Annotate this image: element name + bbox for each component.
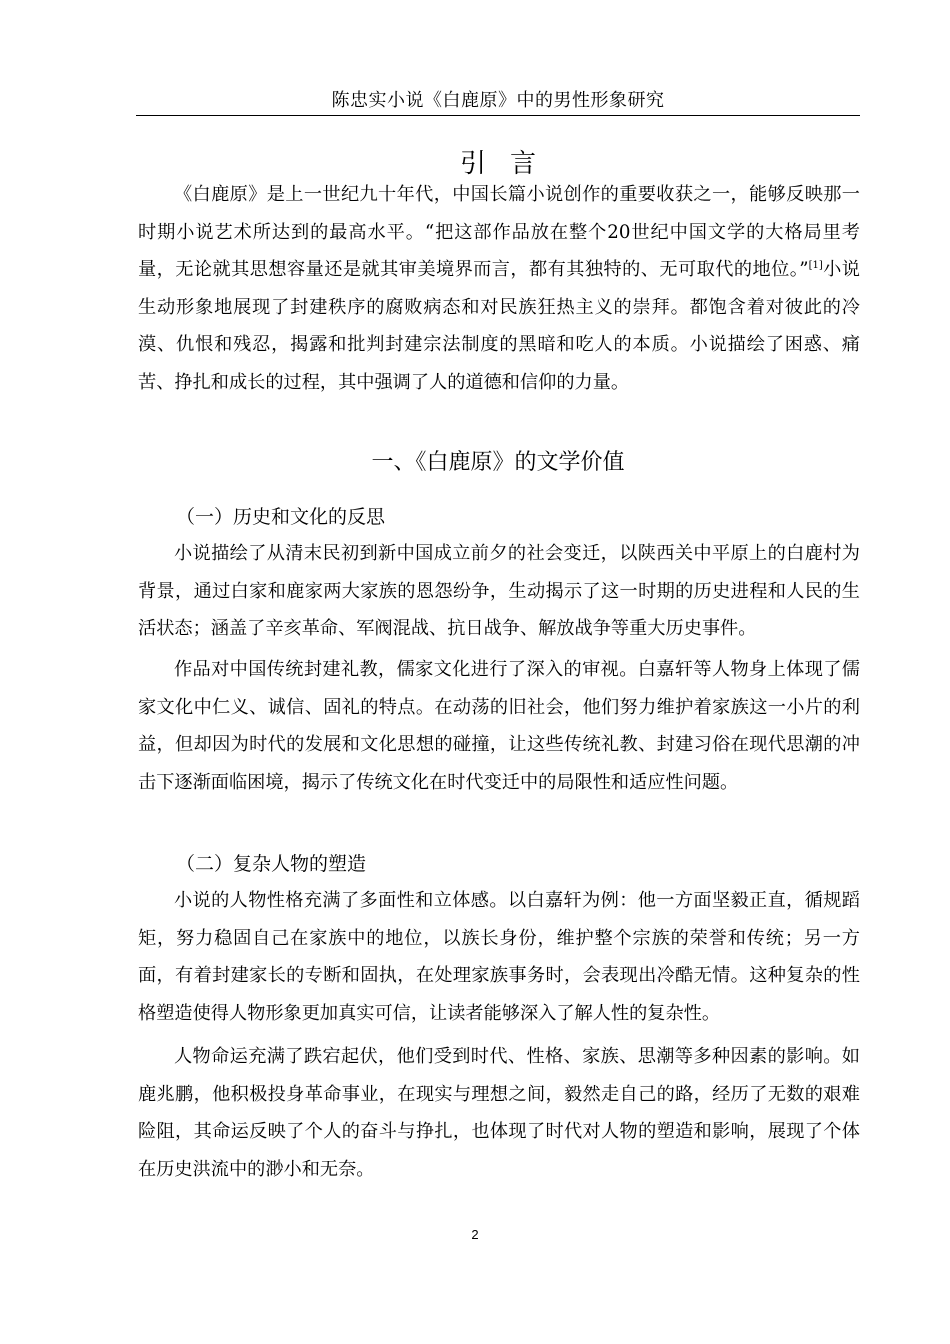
- citation-marker: [1]: [808, 260, 823, 272]
- paragraph-history-1: 小说描绘了从清末民初到新中国成立前夕的社会变迁，以陕西关中平原上的白鹿村为背景，通过白家和鹿家两大家族的恩怨纷争，生动揭示了这一时期的历史进程和人民的生活状态；涵盖了辛亥革命、军阀混战、抗日战争、解放战争等重大历史事件。: [138, 543, 860, 640]
- subsection-heading-characters: （二）复杂人物的塑造: [176, 853, 367, 875]
- running-header: 陈忠实小说《白鹿原》中的男性形象研究: [331, 90, 665, 111]
- paragraph-characters-2: 人物命运充满了跌宕起伏，他们受到时代、性格、家族、思潮等多种因素的影响。如鹿兆鹏，他积极投身革命事业，在现实与理想之间，毅然走自己的路，经历了无数的艰难险阻，其命运反映了个人的奋斗与挣扎，也体现了时代对人物的塑造和影响，展现了个体在历史洪流中的渺小和无奈。: [138, 1046, 860, 1180]
- paragraph-characters-1: 小说的人物性格充满了多面性和立体感。以白嘉轩为例：他一方面坚毅正直，循规蹈矩，努力稳固自己在家族中的地位，以族长身份，维护整个宗族的荣誉和传统；另一方面，有着封建家长的专断和固执，在处理家族事务时，会表现出冷酷无情。这种复杂的性格塑造使得人物形象更加真实可信，让读者能够深入了解人性的复杂性。: [138, 890, 860, 1024]
- intro-text-after-citation: 小说生动形象地展现了封建秩序的腐败病态和对民族狂热主义的崇拜。都饱含着对彼此的冷漠、仇恨和残忍，揭露和批判封建宗法制度的黑暗和吃人的本质。小说描绘了困惑、痛苦、挣扎和成长的过程，其中强调了人的道德和信仰的力量。: [138, 259, 860, 393]
- intro-title: 引言: [459, 149, 560, 179]
- page-number: 2: [471, 1227, 479, 1242]
- intro-text-before-citation: 《白鹿原》是上一世纪九十年代，中国长篇小说创作的重要收获之一，能够反映那一时期小说艺术所达到的最高水平。“把这部作品放在整个20世纪中国文学的大格局里考量，无论就其思想容量还是就其审美境界而言，都有其独特的、无可取代的地位。”: [138, 184, 860, 281]
- header-rule: [136, 115, 860, 116]
- intro-paragraph: [138, 176, 860, 402]
- paragraph-history-2: 作品对中国传统封建礼教，儒家文化进行了深入的审视。白嘉轩等人物身上体现了儒家文化中仁义、诚信、固礼的特点。在动荡的旧社会，他们努力维护着家族这一小片的利益，但却因为时代的发展和文化思想的碰撞，让这些传统礼教、封建习俗在现代思潮的冲击下逐渐面临困境，揭示了传统文化在时代变迁中的局限性和适应性问题。: [138, 659, 860, 793]
- section-heading: 一、《白鹿原》的文学价值: [371, 450, 625, 475]
- subsection-heading-history: （一）历史和文化的反思: [176, 506, 386, 528]
